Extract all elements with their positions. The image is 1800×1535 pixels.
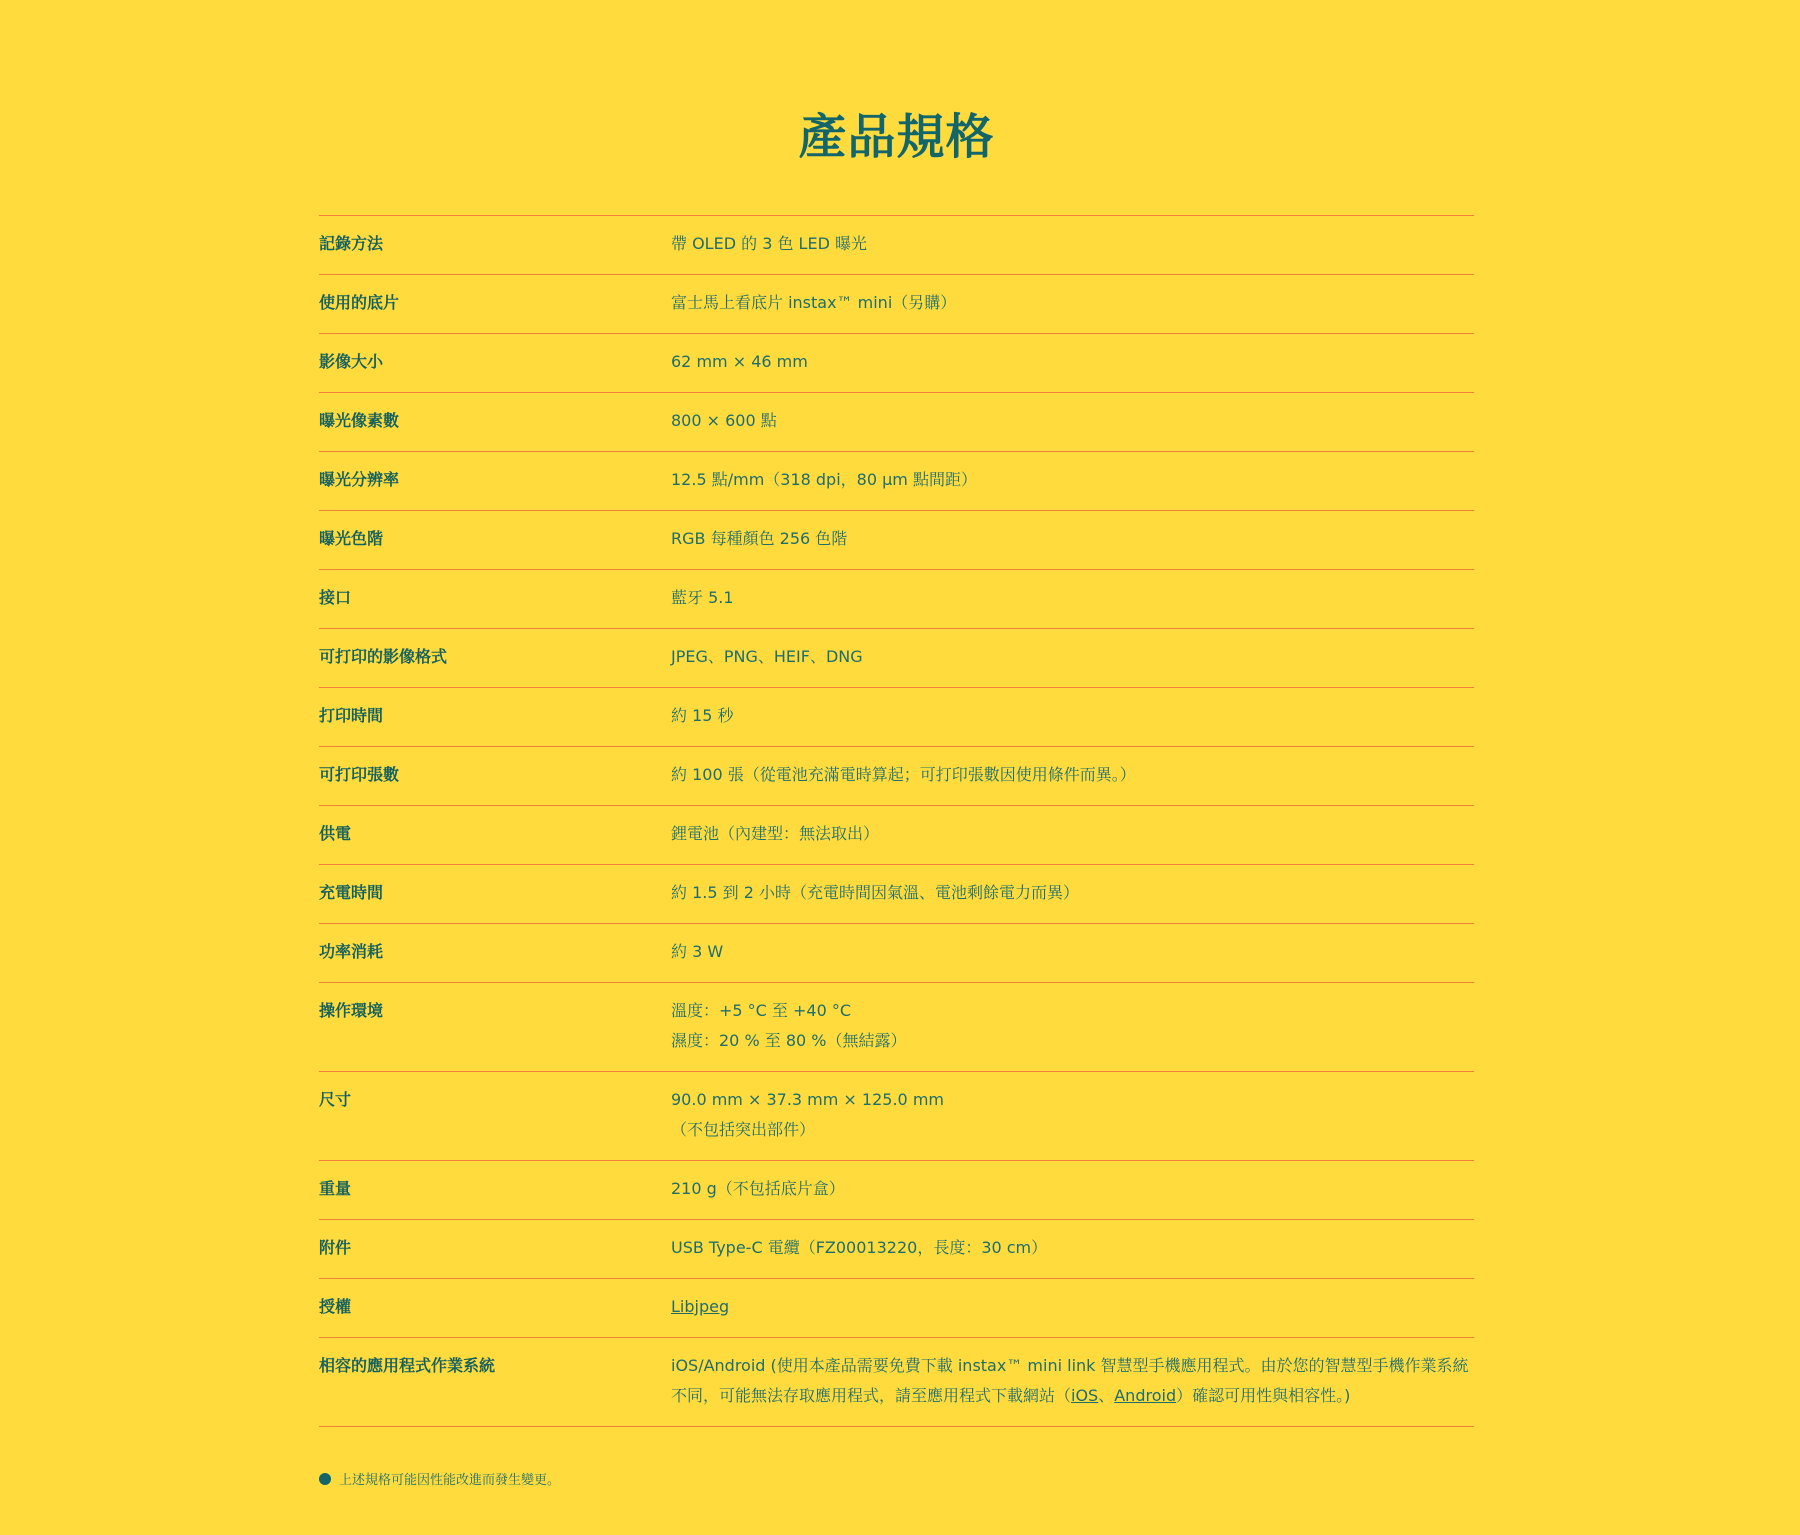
spec-value-line: （不包括突出部件） (671, 1120, 816, 1139)
spec-value (671, 347, 1474, 377)
spec-value-line: RGB 每種顏色 256 色階 (671, 529, 848, 548)
spec-label: 記錄方法 (319, 234, 384, 253)
spec-value (671, 878, 1474, 908)
spec-label: 可打印的影像格式 (319, 647, 448, 666)
spec-row (319, 983, 1474, 1072)
spec-value-line: 帶 OLED 的 3 色 LED 曝光 (671, 234, 867, 253)
spec-value-line: 富士馬上看底片 instax™ mini（另購） (671, 293, 957, 312)
spec-row (319, 747, 1474, 806)
spec-value-line: 12.5 點/mm（318 dpi，80 µm 點間距） (671, 470, 977, 489)
spec-value (671, 1351, 1474, 1411)
spec-label: 影像大小 (319, 352, 384, 371)
spec-row (319, 511, 1474, 570)
spec-row (319, 1161, 1474, 1220)
spec-value-line: JPEG、PNG、HEIF、DNG (671, 647, 863, 666)
spec-row (319, 1072, 1474, 1161)
android-link[interactable]: Android (1114, 1386, 1177, 1405)
spec-label: 功率消耗 (319, 942, 384, 961)
spec-row (319, 629, 1474, 688)
spec-row (319, 688, 1474, 747)
spec-row-license (319, 1279, 1474, 1338)
spec-value-line: 約 100 張（從電池充滿電時算起；可打印張數因使用條件而異。） (671, 765, 1136, 784)
spec-value-line: 62 mm × 46 mm (671, 352, 808, 371)
compat-text-before: iOS/Android (使用本產品需要免費下載 instax™ mini link 智慧型手機應用程式。由於您的智慧型手機作業系統不同，可能無法存取應用程式，請至應用程式下載網站（ (671, 1356, 1469, 1405)
spec-value (671, 465, 1474, 495)
bullet-icon (319, 1473, 331, 1485)
spec-value-line: USB Type-C 電纜（FZ00013220，長度：30 cm） (671, 1238, 1048, 1257)
spec-value-line: 210 g（不包括底片盒） (671, 1179, 845, 1198)
spec-row (319, 570, 1474, 629)
spec-label: 曝光像素數 (319, 411, 400, 430)
spec-value (671, 1085, 1474, 1145)
page-title: 產品規格 (798, 109, 995, 165)
spec-value (671, 819, 1474, 849)
spec-value (671, 229, 1474, 259)
spec-value (671, 1174, 1474, 1204)
spec-label: 曝光分辨率 (319, 470, 400, 489)
compat-text-after: ）確認可用性與相容性。) (1176, 1386, 1351, 1405)
spec-label: 操作環境 (319, 1001, 384, 1020)
spec-value (671, 642, 1474, 672)
spec-value-line: 濕度：20 % 至 80 %（無結露） (671, 1031, 907, 1050)
spec-row (319, 924, 1474, 983)
spec-value-line: 約 1.5 到 2 小時（充電時間因氣溫、電池剩餘電力而異） (671, 883, 1079, 902)
spec-table (319, 215, 1474, 1427)
spec-value (671, 760, 1474, 790)
spec-label: 尺寸 (319, 1090, 352, 1109)
spec-row (319, 806, 1474, 865)
spec-value (671, 406, 1474, 436)
spec-row (319, 452, 1474, 511)
spec-label: 打印時間 (319, 706, 384, 725)
spec-value-line: 藍牙 5.1 (671, 588, 734, 607)
spec-row (319, 275, 1474, 334)
spec-value-line: 90.0 mm × 37.3 mm × 125.0 mm (671, 1090, 944, 1109)
spec-label: 充電時間 (319, 883, 384, 902)
libjpeg-link[interactable]: Libjpeg (671, 1297, 730, 1316)
spec-value (671, 583, 1474, 613)
spec-value (671, 937, 1474, 967)
spec-value (671, 701, 1474, 731)
spec-row (319, 865, 1474, 924)
footnote-text: 上述規格可能因性能改進而發生變更。 (339, 1473, 561, 1488)
spec-value-line: 鋰電池（內建型：無法取出） (671, 824, 880, 843)
spec-label: 接口 (319, 588, 352, 607)
spec-label: 曝光色階 (319, 529, 384, 548)
footnote (319, 1469, 1474, 1488)
spec-value-line: 溫度：+5 °C 至 +40 °C (671, 1001, 852, 1020)
spec-row (319, 1220, 1474, 1279)
spec-label: 附件 (319, 1238, 352, 1257)
spec-value-line: 約 3 W (671, 942, 724, 961)
spec-value-line: 約 15 秒 (671, 706, 734, 725)
spec-value (671, 1292, 1474, 1322)
spec-value (671, 524, 1474, 554)
spec-page (319, 0, 1474, 1488)
spec-row (319, 393, 1474, 452)
spec-label: 重量 (319, 1179, 352, 1198)
spec-label: 供電 (319, 824, 352, 843)
compat-separator: 、 (1098, 1386, 1115, 1405)
spec-row (319, 334, 1474, 393)
spec-label: 可打印張數 (319, 765, 400, 784)
spec-label: 使用的底片 (319, 293, 400, 312)
spec-label: 授權 (319, 1297, 352, 1316)
spec-row (319, 216, 1474, 275)
spec-value (671, 1233, 1474, 1263)
spec-row-compat (319, 1338, 1474, 1427)
spec-value (671, 288, 1474, 318)
spec-value-line: 800 × 600 點 (671, 411, 777, 430)
spec-value (671, 996, 1474, 1056)
ios-link[interactable]: iOS (1071, 1386, 1099, 1405)
spec-label: 相容的應用程式作業系統 (319, 1356, 496, 1375)
